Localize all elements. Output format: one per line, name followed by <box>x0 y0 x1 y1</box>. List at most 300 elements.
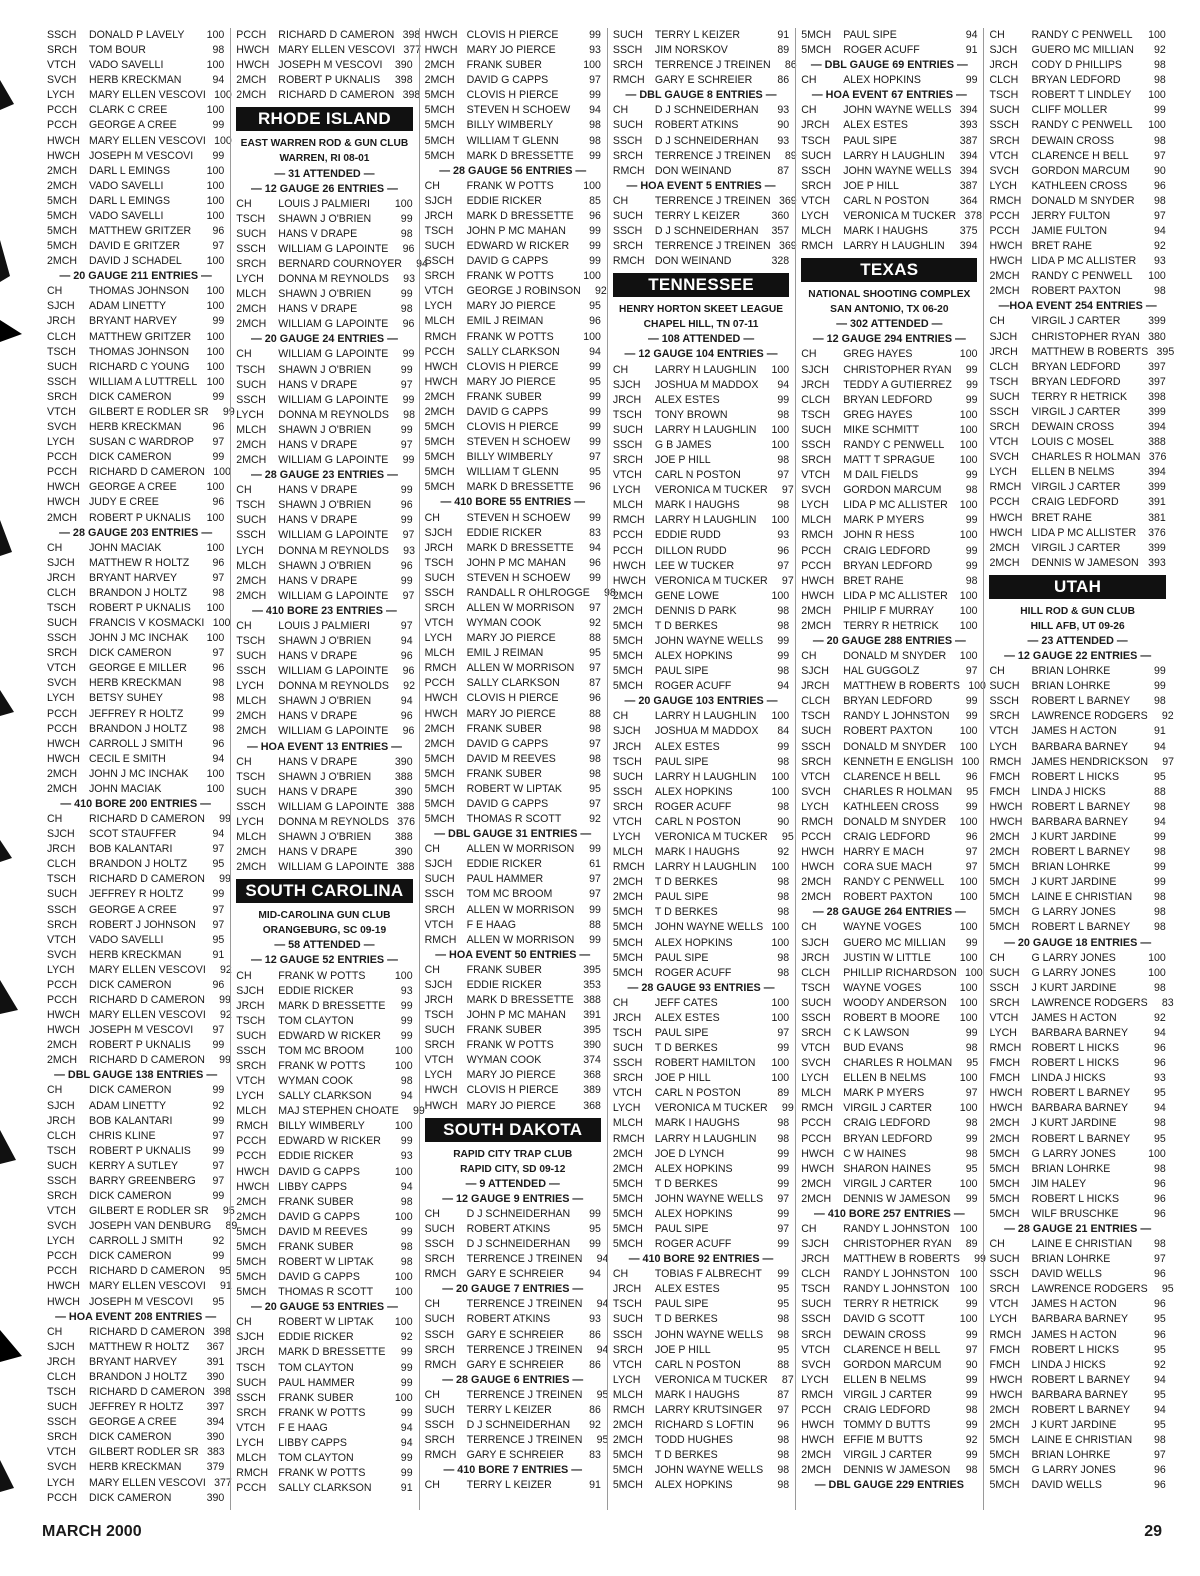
result-row <box>801 936 977 951</box>
class-code: PCCH <box>47 119 78 132</box>
result-row <box>801 1101 977 1116</box>
result-row <box>47 495 224 510</box>
event-heading: — DBL GAUGE 69 ENTRIES — <box>810 59 968 72</box>
shooter-name: DAVID G CAPPS <box>278 1210 360 1223</box>
result-row <box>801 73 977 88</box>
class-code: LYCH <box>424 1069 453 1082</box>
result-row <box>236 513 412 528</box>
shooter-name: CARL N POSTON <box>654 815 741 828</box>
score: 99 <box>589 360 601 373</box>
class-code: LYCH <box>47 436 75 449</box>
score: 83 <box>589 1449 601 1462</box>
score: 96 <box>1153 1464 1166 1477</box>
result-row <box>989 890 1165 905</box>
score: 95 <box>1161 1283 1174 1296</box>
result-row <box>989 1101 1165 1116</box>
class-code: SJCH <box>424 194 453 207</box>
score: 89 <box>225 1220 238 1233</box>
score: 390 <box>206 1431 225 1444</box>
shooter-name: JOHN WAYNE WELLS <box>843 164 952 177</box>
shooter-name: JOSEPH VAN DENBURG <box>89 1220 212 1233</box>
result-row <box>989 526 1165 541</box>
class-code: CH <box>424 1298 440 1311</box>
class-code: SUCH <box>424 873 455 886</box>
shooter-name: T D BERKES <box>654 1313 718 1326</box>
class-code: 5MCH <box>424 104 455 117</box>
result-row <box>236 1285 412 1300</box>
class-code: SSCH <box>236 1391 266 1404</box>
class-code: HWCH <box>47 134 80 147</box>
shooter-name: T D BERKES <box>654 906 718 919</box>
result-row <box>47 933 224 948</box>
score: 98 <box>1153 695 1166 708</box>
score: 98 <box>212 44 225 57</box>
class-code: LYCH <box>612 484 641 497</box>
shooter-name: MARY ELLEN VESCOVI <box>89 963 206 976</box>
result-row <box>236 28 421 43</box>
class-code: SRCH <box>47 647 78 660</box>
shooter-name: GUERO MC MILLIAN <box>843 936 946 949</box>
shooter-name: BARBARA BARNEY <box>1031 815 1129 828</box>
score: 96 <box>402 665 415 678</box>
score: 98 <box>965 1042 978 1055</box>
result-row <box>989 118 1165 133</box>
shooter-name: CARL N POSTON <box>654 1358 741 1371</box>
class-code: SJCH <box>989 330 1018 343</box>
shooter-name: TOM BOUR <box>89 44 146 57</box>
result-row <box>425 903 601 918</box>
score: 98 <box>777 876 790 889</box>
result-row <box>989 951 1165 966</box>
score: 94 <box>400 1090 413 1103</box>
score: 97 <box>1153 1449 1166 1462</box>
score: 380 <box>1148 330 1166 343</box>
result-row <box>801 740 977 755</box>
shooter-name: FRANK SUBER <box>466 963 542 976</box>
class-code: 5MCH <box>989 1479 1020 1492</box>
shooter-name: JOHN MACIAK <box>89 541 162 554</box>
result-row <box>425 1312 601 1327</box>
result-row <box>47 1325 231 1340</box>
result-row <box>989 43 1165 58</box>
score: 96 <box>400 559 413 572</box>
result-row <box>801 1433 977 1448</box>
score: 61 <box>589 858 601 871</box>
result-row <box>801 996 977 1011</box>
shooter-name: TOM CLAYTON <box>278 1452 354 1465</box>
club-heading: HENRY HORTON SKEET LEAGUE <box>619 304 784 316</box>
result-row <box>236 393 415 408</box>
class-code: TSCH <box>612 1027 642 1039</box>
score: 96 <box>589 556 601 569</box>
score: 98 <box>589 767 601 780</box>
shooter-name: ROBERT PAXTON <box>1031 285 1121 298</box>
shooter-name: TONY BROWN <box>654 408 728 421</box>
score: 94 <box>1153 815 1166 828</box>
score: 100 <box>959 1268 978 1281</box>
result-row <box>236 1029 412 1044</box>
class-code: 2MCH <box>424 737 455 750</box>
class-code: 2MCH <box>236 1210 267 1223</box>
shooter-name: WILLIAM G LAPOINTE <box>278 800 389 813</box>
score: 91 <box>219 1280 232 1293</box>
score: 397 <box>1148 360 1166 373</box>
class-code: TSCH <box>801 1283 831 1296</box>
score: 98 <box>1153 891 1166 904</box>
class-code: VTCH <box>424 918 454 931</box>
score: 87 <box>777 164 790 177</box>
class-code: SSCH <box>424 1238 455 1251</box>
shooter-name: MATT T SPRAGUE <box>843 454 935 467</box>
result-row <box>613 1162 789 1177</box>
state-banner: TEXAS <box>801 258 977 282</box>
shooter-name: CHRISTOPHER RYAN <box>843 363 952 376</box>
class-code: 5MCH <box>989 921 1020 934</box>
result-row <box>801 875 977 890</box>
shooter-name: RICHARD D CAMERON <box>89 994 205 1006</box>
shooter-name: JOSEPH M VESCOVI <box>89 1024 194 1037</box>
class-code: 5MCH <box>801 44 832 57</box>
score: 388 <box>394 830 413 843</box>
score: 99 <box>1153 665 1166 678</box>
class-code: SUCH <box>612 119 643 132</box>
class-code: HWCH <box>424 29 458 41</box>
result-row <box>801 694 977 709</box>
class-code: HWCH <box>989 255 1023 268</box>
shooter-name: WILLIAM G LAPOINTE <box>278 725 389 738</box>
result-row <box>613 224 789 239</box>
class-code: VTCH <box>47 1205 76 1218</box>
result-row <box>989 664 1165 679</box>
shooter-name: ROBERT L BARNEY <box>1031 1403 1131 1416</box>
score: 99 <box>402 348 415 361</box>
result-row <box>47 1053 231 1068</box>
shooter-name: TERRENCE J TREINEN <box>466 1388 583 1401</box>
shooter-name: FRANK W POTTS <box>466 179 554 192</box>
shooter-name: LIDA P MC ALLISTER <box>1031 526 1137 539</box>
class-code: 5MCH <box>236 1286 267 1299</box>
class-code: HWCH <box>47 1024 80 1037</box>
result-row <box>47 450 224 465</box>
score: 390 <box>394 755 413 768</box>
score: 94 <box>400 1180 413 1193</box>
result-row <box>236 785 412 800</box>
class-code: SUCH <box>47 1159 78 1172</box>
score: 84 <box>777 725 790 738</box>
result-row <box>801 483 977 498</box>
result-row <box>47 511 224 526</box>
class-code: HWCH <box>47 737 80 750</box>
shooter-name: MATTHEW B ROBERTS <box>843 680 960 693</box>
score: 92 <box>589 617 601 630</box>
shooter-name: D J SCHNEIDERHAN <box>654 225 759 238</box>
score: 98 <box>212 722 225 735</box>
shooter-name: JUSTIN W LITTLE <box>843 951 931 964</box>
result-row <box>236 1345 412 1360</box>
shooter-name: MARK I HAUGHS <box>843 225 928 238</box>
class-code: 2MCH <box>612 1434 643 1447</box>
class-code: SJCH <box>424 526 453 539</box>
result-row <box>801 1162 977 1177</box>
score: 100 <box>959 619 978 632</box>
score: 394 <box>959 149 978 162</box>
event-heading: — 28 GAUGE 21 ENTRIES — <box>1004 1223 1152 1236</box>
shooter-name: GEORGE A CREE <box>89 1416 177 1429</box>
class-code: SSCH <box>989 981 1019 994</box>
result-row <box>801 1011 977 1026</box>
score: 98 <box>604 586 616 599</box>
score: 94 <box>212 74 225 87</box>
score: 99 <box>412 1105 425 1118</box>
class-code: SRCH <box>612 1343 643 1356</box>
shooter-name: GUERO MC MILLIAN <box>1031 44 1134 57</box>
score: 394 <box>959 240 978 253</box>
class-code: SSCH <box>236 529 266 542</box>
class-code: JRCH <box>47 1114 76 1127</box>
class-code: TSCH <box>424 1009 454 1022</box>
score: 399 <box>1148 541 1166 554</box>
shooter-name: GARY E SCHREIER <box>466 1449 564 1462</box>
shooter-name: TERRENCE J TREINEN <box>654 240 771 253</box>
shooter-name: JAMES H ACTON <box>1031 1328 1117 1341</box>
result-row <box>425 299 601 314</box>
result-row <box>613 905 789 920</box>
class-code: MLCH <box>236 423 267 436</box>
result-row <box>47 134 232 149</box>
shooter-name: ALEX HOPKINS <box>654 650 733 663</box>
score: 95 <box>1153 1132 1166 1145</box>
score: 93 <box>400 1150 413 1163</box>
result-row <box>801 1026 977 1041</box>
class-code: MLCH <box>612 1117 643 1130</box>
shooter-name: PAUL SIPE <box>843 29 897 41</box>
class-code: JRCH <box>424 209 453 222</box>
score: 99 <box>212 1190 225 1203</box>
score: 100 <box>959 981 978 994</box>
shooter-name: BRIAN LOHRKE <box>1031 665 1111 678</box>
score: 98 <box>777 1132 790 1145</box>
result-row <box>425 511 601 526</box>
class-code: CLCH <box>989 360 1019 373</box>
score: 96 <box>1153 1192 1166 1205</box>
score: 97 <box>402 589 415 602</box>
result-row <box>236 43 422 58</box>
class-code: TSCH <box>989 89 1019 102</box>
class-code: 2MCH <box>47 1054 78 1067</box>
class-code: JRCH <box>424 541 453 554</box>
class-code: LYCH <box>47 89 75 102</box>
result-row <box>47 1385 231 1400</box>
class-code: 2MCH <box>236 846 267 859</box>
club-heading: RAPID CITY TRAP CLUB <box>453 1148 573 1160</box>
shooter-name: MATTHEW B ROBERTS <box>843 1253 960 1266</box>
class-code: CH <box>612 363 629 376</box>
score: 95 <box>781 830 794 843</box>
score: 388 <box>583 994 601 1006</box>
score: 100 <box>771 996 790 1009</box>
score: 96 <box>589 315 601 328</box>
class-code: SJCH <box>801 936 829 949</box>
result-row <box>425 918 601 933</box>
class-code: CLCH <box>47 586 76 599</box>
result-row <box>613 528 789 543</box>
event-heading: — 410 BORE 55 ENTRIES — <box>440 496 586 509</box>
shooter-name: J KURT JARDINE <box>1031 1419 1117 1432</box>
score: 98 <box>1153 1238 1166 1251</box>
result-row <box>47 872 231 887</box>
shooter-name: ROBERT P UKNALIS <box>89 1039 191 1052</box>
result-row <box>989 390 1165 405</box>
shooter-name: SUSAN C WARDROP <box>89 436 194 449</box>
result-row <box>236 800 415 815</box>
result-row <box>47 631 224 646</box>
shooter-name: THOMAS R SCOTT <box>466 813 562 826</box>
result-row <box>613 679 789 694</box>
score: 94 <box>416 258 428 271</box>
shooter-name: ROBERT J JOHNSON <box>89 918 196 931</box>
score: 99 <box>777 650 790 663</box>
result-row <box>801 239 977 254</box>
score: 96 <box>400 499 413 512</box>
shooter-name: MARK D BRESSETTE <box>278 1346 386 1359</box>
score: 98 <box>1153 1434 1166 1447</box>
result-row <box>989 1086 1165 1101</box>
score: 100 <box>959 529 978 542</box>
shooter-name: BRANDON J HOLTZ <box>89 1370 188 1383</box>
state-banner: UTAH <box>989 575 1165 599</box>
shooter-name: WILLIAM G LAPOINTE <box>278 861 389 874</box>
score: 100 <box>206 767 225 780</box>
shooter-name: FRANCIS V KOSMACKI <box>89 617 205 630</box>
result-row <box>425 360 601 375</box>
score: 97 <box>1162 755 1175 768</box>
class-code: SUCH <box>612 770 643 783</box>
result-row <box>801 544 977 559</box>
shooter-name: HARRY E MACH <box>843 846 925 859</box>
result-row <box>613 363 789 378</box>
class-code: CH <box>424 179 440 192</box>
result-row <box>613 1388 789 1403</box>
result-row <box>613 1207 789 1222</box>
shooter-name: VERONICA M TUCKER <box>654 1373 768 1386</box>
shooter-name: HANS V DRAPE <box>278 378 358 391</box>
result-row <box>425 872 601 887</box>
score: 100 <box>1148 270 1166 283</box>
shooter-name: ELLEN B NELMS <box>843 1373 927 1386</box>
score: 98 <box>589 119 601 132</box>
score: 95 <box>212 1295 225 1308</box>
result-row <box>613 785 789 800</box>
result-row <box>425 465 601 480</box>
result-row <box>425 1207 601 1222</box>
class-code: JRCH <box>47 315 76 328</box>
class-code: 2MCH <box>236 318 267 331</box>
class-code: SSCH <box>612 225 643 238</box>
shooter-name: J KURT JARDINE <box>1031 830 1117 843</box>
score: 100 <box>206 345 225 358</box>
shooter-name: RANDY L JOHNSTON <box>843 1268 950 1281</box>
score: 98 <box>777 665 790 678</box>
score: 97 <box>212 843 225 856</box>
shooter-name: DENNIS W JAMESON <box>843 1464 951 1477</box>
score: 99 <box>965 1132 978 1145</box>
shooter-name: BOB KALANTARI <box>89 843 173 856</box>
shooter-name: BRYANT HARVEY <box>89 571 178 584</box>
result-row <box>801 1086 977 1101</box>
result-row <box>613 453 789 468</box>
score: 89 <box>777 1087 790 1100</box>
score: 93 <box>1153 255 1166 268</box>
score: 93 <box>1153 1072 1166 1085</box>
shooter-name: LARRY H LAUGHLIN <box>654 770 757 783</box>
class-code: LYCH <box>989 466 1017 479</box>
shooter-name: FRANK W POTTS <box>466 270 554 283</box>
score: 398 <box>394 74 413 87</box>
shooter-name: BRET RAHE <box>843 574 904 587</box>
event-heading: — 28 GAUGE 6 ENTRIES — <box>442 1373 584 1386</box>
class-code: MLCH <box>236 695 267 708</box>
score: 395 <box>583 963 601 976</box>
shooter-name: PAUL SIPE <box>654 1027 709 1039</box>
shooter-name: VERONICA M TUCKER <box>654 484 768 497</box>
score: 99 <box>777 1268 790 1281</box>
score: 97 <box>589 601 601 614</box>
event-heading: — DBL GAUGE 138 ENTRIES — <box>54 1069 218 1082</box>
score: 100 <box>959 438 978 451</box>
class-code: TSCH <box>47 1144 76 1157</box>
score: 100 <box>394 1286 413 1299</box>
score: 98 <box>400 1195 413 1208</box>
shooter-name: MARY ELLEN VESCOVI <box>89 1009 206 1022</box>
shooter-name: VADO SAVELLI <box>89 179 164 192</box>
score: 98 <box>400 1075 413 1088</box>
result-row <box>236 302 412 317</box>
score: 98 <box>1153 74 1166 87</box>
shooter-name: ADAM LINETTY <box>89 300 167 313</box>
class-code: 2MCH <box>236 89 267 102</box>
score: 98 <box>1153 1117 1166 1130</box>
shooter-name: SCOT STAUFFER <box>89 828 177 841</box>
result-row <box>236 88 421 103</box>
shooter-name: HERB KRECKMAN <box>89 677 182 690</box>
result-row <box>425 1358 601 1373</box>
shooter-name: BARBARA BARNEY <box>1031 1027 1129 1039</box>
shooter-name: CHARLES R HOLMAN <box>843 785 953 798</box>
class-code: CLCH <box>801 966 831 979</box>
class-code: JRCH <box>801 1253 830 1266</box>
class-code: PCCH <box>801 1117 832 1130</box>
result-row <box>47 1083 224 1098</box>
score: 100 <box>959 1313 978 1326</box>
result-row <box>801 164 977 179</box>
event-heading: — 20 GAUGE 24 ENTRIES — <box>250 333 398 346</box>
score: 100 <box>206 164 225 177</box>
result-row <box>236 212 412 227</box>
result-row <box>47 420 224 435</box>
result-row <box>801 1373 977 1388</box>
result-row <box>801 194 977 209</box>
shooter-name: MARK I HAUGHS <box>654 1388 740 1401</box>
score: 89 <box>777 44 790 57</box>
class-code: SRCH <box>612 800 643 813</box>
shooter-name: JIM HALEY <box>1031 1177 1087 1190</box>
shooter-name: VIRGIL J CARTER <box>1031 481 1121 494</box>
result-row <box>47 1295 224 1310</box>
shooter-name: MARY JO PIERCE <box>466 1099 556 1112</box>
shooter-name: DAVID M REEVES <box>278 1225 368 1238</box>
shooter-name: HANS V DRAPE <box>278 484 358 497</box>
class-code: 2MCH <box>801 619 832 632</box>
